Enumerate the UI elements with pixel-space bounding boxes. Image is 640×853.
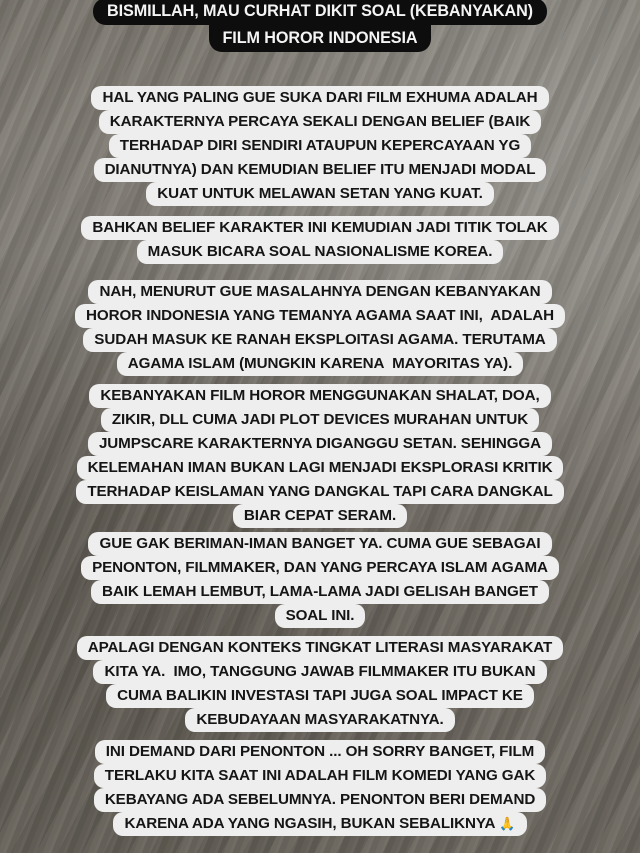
text-line: KEBANYAKAN FILM HOROR MENGGUNAKAN SHALAT, DOA, (89, 384, 550, 408)
text-line: KARAKTERNYA PERCAYA SEKALI DENGAN BELIEF (BAIK (99, 110, 541, 134)
text-line: NAH, MENURUT GUE MASALAHNYA DENGAN KEBANYAKAN (88, 280, 551, 304)
text-line: TERHADAP DIRI SENDIRI ATAUPUN KEPERCAYAAN YG (109, 134, 531, 158)
paragraph-korean-nationalism (0, 216, 640, 264)
text-line: BAHKAN BELIEF KARAKTER INI KEMUDIAN JADI TITIK TOLAK (81, 216, 558, 240)
text-line: KELEMAHAN IMAN BUKAN LAGI MENJADI EKSPLORASI KRITIK (77, 456, 564, 480)
paragraph-personal-concern (0, 532, 640, 628)
text-line: KITA YA. IMO, TANGGUNG JAWAB FILMMAKER ITU BUKAN (93, 660, 546, 684)
paragraph-filmmaker-responsibility (0, 636, 640, 732)
text-line: TERHADAP KEISLAMAN YANG DANGKAL TAPI CARA DANGKAL (76, 480, 563, 504)
text-line: HAL YANG PALING GUE SUKA DARI FILM EXHUMA ADALAH (91, 86, 548, 110)
paragraph-audience-demand (0, 740, 640, 836)
text-line: MASUK BICARA SOAL NASIONALISME KOREA. (137, 240, 504, 264)
text-line: SOAL INI. (275, 604, 366, 628)
text-line: BAIK LEMAH LEMBUT, LAMA-LAMA JADI GELISAH BANGET (91, 580, 549, 604)
text-line-text: KARENA ADA YANG NGASIH, BUKAN SEBALIKNYA (124, 815, 496, 832)
text-line: JUMPSCARE KARAKTERNYA DIGANGGU SETAN. SEHINGGA (88, 432, 552, 456)
text-line: AGAMA ISLAM (MUNGKIN KARENA MAYORITAS YA). (117, 352, 523, 376)
text-line: TERLAKU KITA SAAT INI ADALAH FILM KOMEDI YANG GAK (94, 764, 546, 788)
text-line: INI DEMAND DARI PENONTON ... OH SORRY BANGET, FILM (95, 740, 545, 764)
text-line: BIAR CEPAT SERAM. (233, 504, 407, 528)
paragraph-exhuma-belief (0, 86, 640, 206)
text-line: DIANUTNYA) DAN KEMUDIAN BELIEF ITU MENJADI MODAL (94, 158, 547, 182)
text-line: SUDAH MASUK KE RANAH EKSPLOITASI AGAMA. TERUTAMA (83, 328, 556, 352)
text-line: KUAT UNTUK MELAWAN SETAN YANG KUAT. (146, 182, 494, 206)
text-line: HOROR INDONESIA YANG TEMANYA AGAMA SAAT INI, ADALAH (75, 304, 565, 328)
text-line: APALAGI DENGAN KONTEKS TINGKAT LITERASI MASYARAKAT (77, 636, 563, 660)
title-line: FILM HOROR INDONESIA (209, 25, 432, 52)
title-line: BISMILLAH, MAU CURHAT DIKIT SOAL (KEBANYAKAN) (93, 0, 547, 25)
paragraph-plot-devices (0, 384, 640, 528)
story-title (0, 0, 640, 52)
text-line-with-emoji (113, 812, 526, 836)
text-line: GUE GAK BERIMAN-IMAN BANGET YA. CUMA GUE SEBAGAI (88, 532, 551, 556)
text-line: ZIKIR, DLL CUMA JADI PLOT DEVICES MURAHAN UNTUK (101, 408, 539, 432)
text-line: PENONTON, FILMMAKER, DAN YANG PERCAYA ISLAM AGAMA (81, 556, 559, 580)
text-line: KEBAYANG ADA SEBELUMNYA. PENONTON BERI DEMAND (94, 788, 546, 812)
folded-hands-icon: 🙏 (499, 816, 516, 831)
text-line: CUMA BALIKIN INVESTASI TAPI JUGA SOAL IMPACT KE (106, 684, 534, 708)
paragraph-religious-exploitation (0, 280, 640, 376)
text-line: KEBUDAYAAN MASYARAKATNYA. (185, 708, 454, 732)
